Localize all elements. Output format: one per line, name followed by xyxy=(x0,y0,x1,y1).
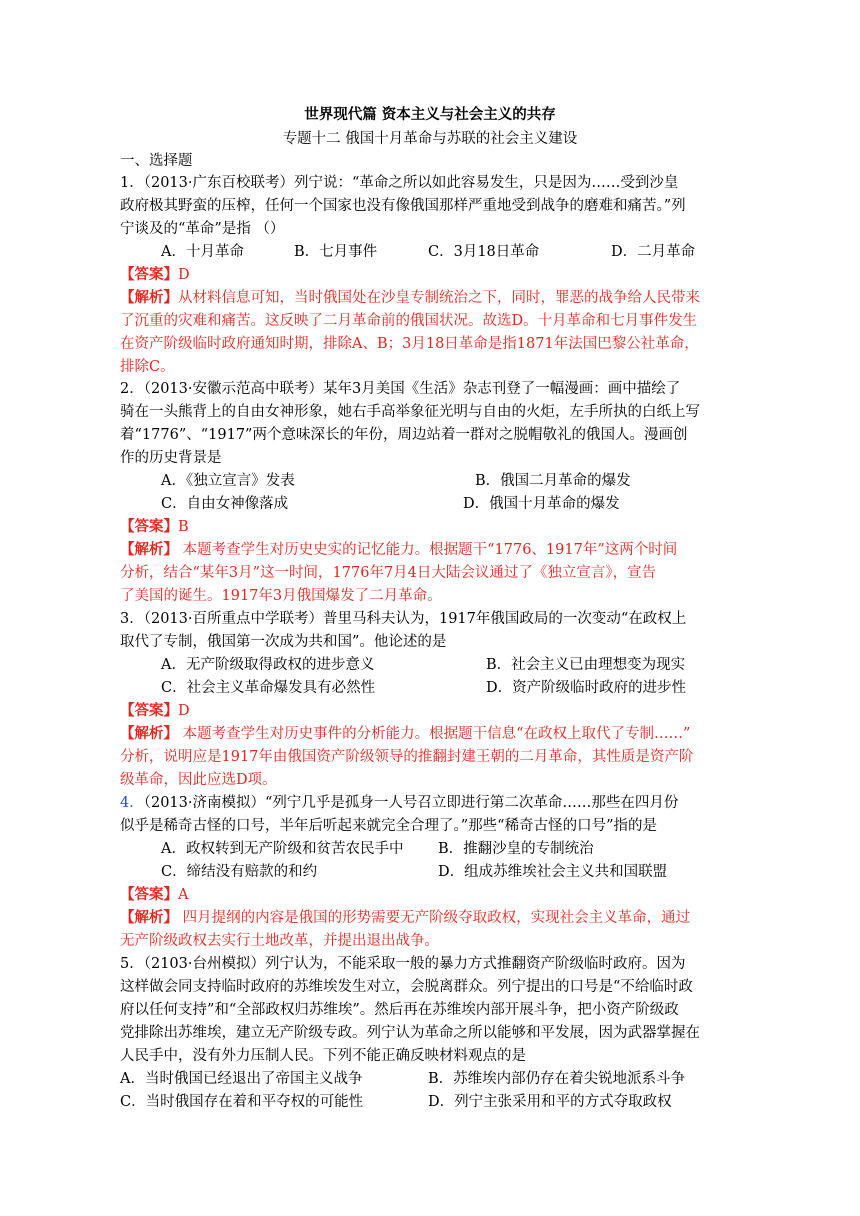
q5-option-b: B．苏维埃内部仍存在着尖锐地派系斗争 xyxy=(428,1071,686,1087)
page-title: 世界现代篇 资本主义与社会主义的共存 xyxy=(304,106,556,123)
q2-answer-value: B xyxy=(178,519,189,535)
q5-option-c: C．当时俄国存在着和平夺权的可能性 xyxy=(120,1094,364,1110)
q4-analysis-2: 无产阶级政权去实行土地改革，并提出退出战争。 xyxy=(120,933,439,949)
q3-analysis-1 xyxy=(120,723,730,745)
q1-line-3: 宁谈及的“革命”是指 （） xyxy=(120,221,285,237)
q4-analysis-1 xyxy=(120,907,730,929)
q2-analysis-text-1: 本题考查学生对历史史实的记忆能力。根据题干“1776、1917年”这两个时间 xyxy=(178,542,678,558)
q5-option-d: D．列宁主张采用和平的方式夺取政权 xyxy=(428,1094,672,1110)
q2-line-1: 2．（2013·安徽示范高中联考）某年3月美国《生活》杂志刊登了一幅漫画：画中描绘了 xyxy=(120,381,681,397)
q4-options-row-2 xyxy=(120,861,730,883)
q3-analysis-2: 分析，说明应是1917年由俄国资产阶级领导的推翻封建王朝的二月革命，其性质是资产阶 xyxy=(120,749,694,765)
analysis-tag: 【解析】 xyxy=(120,725,178,742)
q3-options-row-2 xyxy=(120,677,730,699)
q2-analysis-2: 分析，结合“某年3月”这一时间，1776年7月4日大陆会议通过了《独立宣言》，宣告 xyxy=(120,565,657,581)
answer-tag: 【答案】 xyxy=(120,266,178,283)
analysis-tag: 【解析】 xyxy=(120,909,178,926)
q3-line-2: 取代了专制，俄国第一次成为共和国”。他论述的是 xyxy=(120,634,447,650)
q4-number: 4． xyxy=(120,795,144,811)
q3-answer xyxy=(120,700,730,722)
q2-analysis-3: 了美国的诞生。1917年3月俄国爆发了二月革命。 xyxy=(120,588,442,604)
q1-options xyxy=(120,241,730,263)
section-heading: 一、选择题 xyxy=(120,153,193,169)
q3-option-a: A．无产阶级取得政权的进步意义 xyxy=(161,657,375,673)
q2-options-row-1 xyxy=(120,470,730,492)
q4-option-d: D．组成苏维埃社会主义共和国联盟 xyxy=(438,864,668,880)
q3-line-1: 3．（2013·百所重点中学联考）普里马科夫认为，1917年俄国政局的一次变动“在政权上 xyxy=(120,611,687,627)
q5-line-2: 这样做会同支持临时政府的苏维埃发生对立，会脱离群众。列宁提出的口号是“不给临时政 xyxy=(120,979,693,995)
q1-option-b: B．七月事件 xyxy=(294,244,378,260)
analysis-tag: 【解析】 xyxy=(120,541,178,558)
q3-option-c: C．社会主义革命爆发具有必然性 xyxy=(161,680,376,696)
q1-option-d: D．二月革命 xyxy=(611,244,696,260)
q4-answer-value: A xyxy=(178,887,189,903)
answer-tag: 【答案】 xyxy=(120,886,178,903)
q1-analysis-text-1: 从材料信息可知，当时俄国处在沙皇专制统治之下，同时，罪恶的战争给人民带来 xyxy=(178,290,700,306)
q5-line-5: 人民手中，没有外力压制人民。下列不能正确反映材料观点的是 xyxy=(120,1048,526,1064)
q4-option-a: A．政权转到无产阶级和贫苦农民手中 xyxy=(161,841,404,857)
answer-tag: 【答案】 xyxy=(120,702,178,719)
q1-option-a: A．十月革命 xyxy=(161,244,244,260)
q5-options-row-1 xyxy=(120,1068,730,1090)
q4-options-row-1 xyxy=(120,838,730,860)
q2-line-4: 作的历史背景是 xyxy=(120,450,222,466)
q2-line-3: 着“1776”、“1917”两个意味深长的年份，周边站着一群对之脱帽敬礼的俄国人。漫画创 xyxy=(120,427,688,443)
q5-options-row-2 xyxy=(120,1091,730,1113)
q1-line-2: 政府极其野蛮的压榨，任何一个国家也没有像俄国那样严重地受到战争的磨难和痛苦。”列 xyxy=(120,198,686,214)
q1-analysis-3: 在资产阶级临时政府通知时期，排除A、B；3月18日革命是指1871年法国巴黎公社革命， xyxy=(120,336,699,352)
q1-analysis-1 xyxy=(120,287,730,309)
q1-option-c: C．3月18日革命 xyxy=(428,244,540,260)
q1-answer-value: D xyxy=(178,267,190,283)
q4-analysis-text-1: 四月提纲的内容是俄国的形势需要无产阶级夺取政权，实现社会主义革命，通过 xyxy=(178,910,691,926)
q5-option-a: A．当时俄国已经退出了帝国主义战争 xyxy=(120,1071,363,1087)
q4-option-c: C．缔结没有赔款的和约 xyxy=(161,864,318,880)
page-subtitle: 专题十二 俄国十月革命与苏联的社会主义建设 xyxy=(282,131,578,147)
analysis-tag: 【解析】 xyxy=(120,289,178,306)
q2-option-c: C．自由女神像落成 xyxy=(161,496,289,512)
q4-line-1-text: （2013·济南模拟）“列宁几乎是孤身一人号召立即进行第二次革命……那些在四月份 xyxy=(143,795,679,811)
q2-options-row-2 xyxy=(120,493,730,515)
q1-line-1: 1．（2013·广东百校联考）列宁说：“革命之所以如此容易发生，只是因为……受到沙皇 xyxy=(120,175,679,191)
q5-line-3: 府以任何支持”和“全部政权归苏维埃”。然后再在苏维埃内部开展斗争，把小资产阶级政 xyxy=(120,1002,679,1018)
q4-option-b: B．推翻沙皇的专制统治 xyxy=(438,841,594,857)
q2-analysis-1 xyxy=(120,539,730,561)
q1-answer xyxy=(120,264,730,286)
q5-line-4: 党排除出苏维埃，建立无产阶级专政。列宁认为革命之所以能够和平发展，因为武器掌握在 xyxy=(120,1025,700,1041)
q3-options-row-1 xyxy=(120,654,730,676)
q3-option-d: D．资产阶级临时政府的进步性 xyxy=(486,680,687,696)
answer-tag: 【答案】 xyxy=(120,518,178,535)
q4-line-1 xyxy=(120,792,730,814)
q3-analysis-3: 级革命，因此应选D项。 xyxy=(120,772,277,788)
q4-line-2: 似乎是稀奇古怪的口号，半年后听起来就完全合理了。”那些“稀奇古怪的口号”指的是 xyxy=(120,818,657,834)
q3-answer-value: D xyxy=(178,703,190,719)
q3-analysis-text-1: 本题考查学生对历史事件的分析能力。根据题干信息“在政权上取代了专制……” xyxy=(178,726,691,742)
q2-option-d: D．俄国十月革命的爆发 xyxy=(463,496,620,512)
q2-option-a: A．《独立宣言》发表 xyxy=(161,473,295,489)
q2-answer xyxy=(120,516,730,538)
q5-line-1: 5．（2103·台州模拟）列宁认为，不能采取一般的暴力方式推翻资产阶级临时政府。因为 xyxy=(120,956,686,972)
q1-analysis-4: 排除C。 xyxy=(120,359,175,375)
q2-option-b: B．俄国二月革命的爆发 xyxy=(475,473,631,489)
q1-analysis-2: 了沉重的灾难和痛苦。这反映了二月革命前的俄国状况。故选D。十月革命和七月事件发生 xyxy=(120,313,698,329)
q2-line-2: 骑在一头熊背上的自由女神形象，她右手高举象征光明与自由的火炬，左手所执的白纸上写 xyxy=(120,404,700,420)
q3-option-b: B．社会主义已由理想变为现实 xyxy=(486,657,686,673)
q4-answer xyxy=(120,884,730,906)
